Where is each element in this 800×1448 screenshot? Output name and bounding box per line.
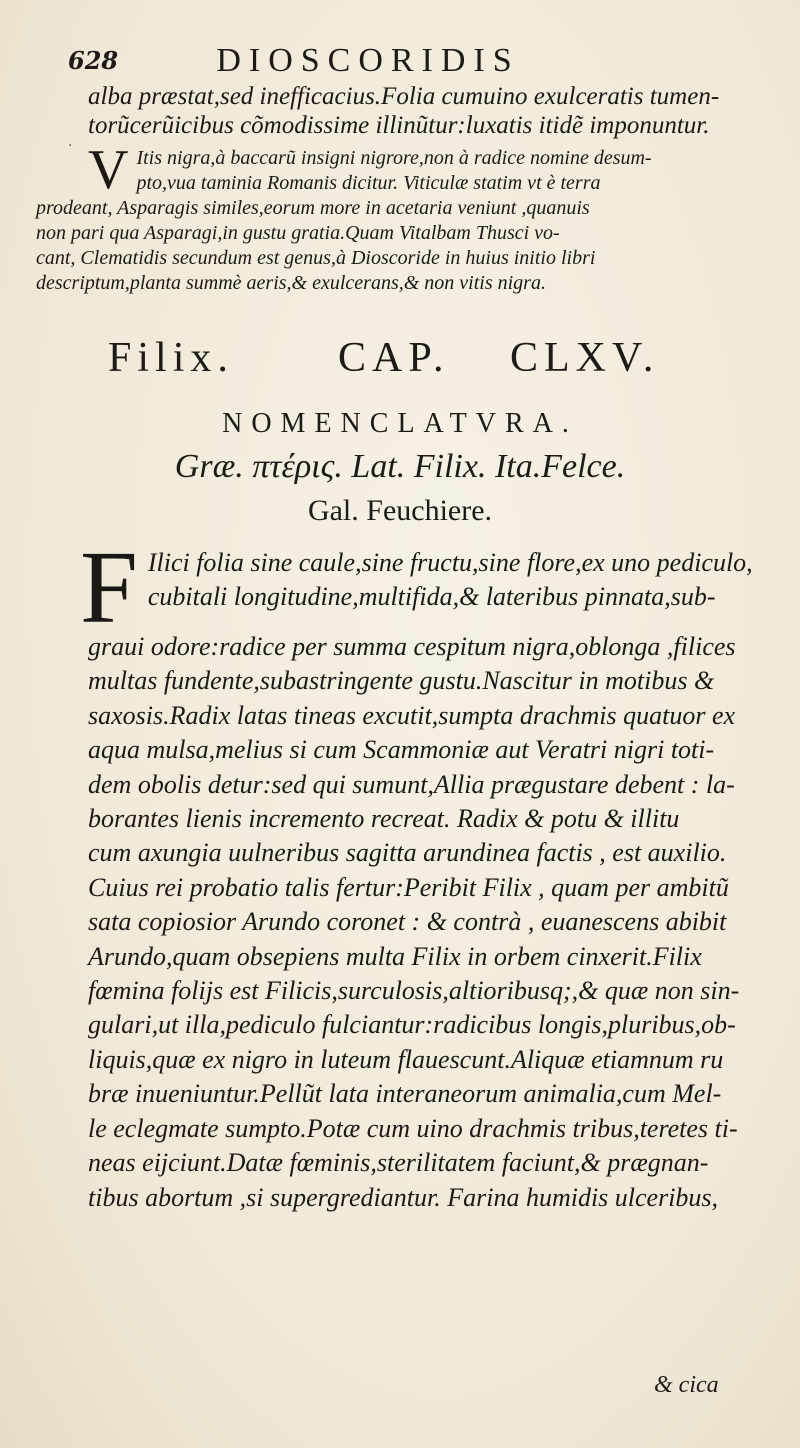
text-line: aqua mulsa,melius si cum Scammoniæ aut Veratri nigri toti- <box>88 735 715 765</box>
text-line: Arundo,quam obsepiens multa Filix in orbem cinxerit.Filix <box>88 941 702 971</box>
text-line: bræ inueniuntur.Pellũt lata interaneorum animalia,cum Mel- <box>88 1079 722 1109</box>
text-line: Ilici folia sine caule,sine fructu,sine flore,ex uno pediculo, <box>147 548 753 577</box>
paragraph-continued <box>88 82 728 140</box>
gallic-name: Gal. Feuchiere. <box>307 494 493 527</box>
text-line: saxosis.Radix latas tineas excutit,sumpta drachmis quatuor ex <box>88 700 736 730</box>
text-line: liquis,quæ ex nigro in luteum flauescunt.Aliquæ etiamnum ru <box>88 1044 724 1074</box>
text-line: borantes lienis incremento recreat. Radix & potu & illitu <box>88 804 680 834</box>
text-line: tibus abortum ,si supergrediantur. Farina humidis ulceribus, <box>88 1182 719 1212</box>
text-line: pto,vua taminia Romanis dicitur. Viticulæ statim vt è terra <box>136 172 601 194</box>
text-line: cum axungia uulneribus sagitta arundinea factis , est auxilio. <box>88 838 727 868</box>
text-line: sata copiosior Arundo coronet : & contrà , euanescens abibit <box>88 907 727 937</box>
drop-cap: F <box>80 530 138 645</box>
text-line: descriptum,planta summè aeris,& exulcerans,& non vitis nigra. <box>36 272 546 294</box>
drop-cap: V <box>88 139 129 201</box>
catchword: & cica <box>654 1372 719 1398</box>
running-title: DIOSCORIDIS <box>216 42 520 79</box>
text-line: cubitali longitudine,multifida,& lateribus pinnata,sub- <box>147 582 716 612</box>
chapter-cap: CAP. <box>338 335 450 381</box>
margin-mark: · <box>68 138 73 154</box>
nomenclature-names: Græ. πτέρις. Lat. Filix. Ita.Felce. <box>174 448 626 485</box>
text-line: le eclegmate sumpto.Potæ cum uino drachmis tribus,teretes ti- <box>88 1113 738 1143</box>
paragraph-vitis-nigra <box>36 139 728 296</box>
chapter-number: CLXV. <box>510 335 660 381</box>
text-line: neas eijciunt.Datæ fœminis,sterilitatem faciunt,& prægnan- <box>88 1148 709 1178</box>
chapter-name: Filix. <box>108 335 234 381</box>
text-line: multas fundente,subastringente gustu.Nascitur in motibus & <box>88 666 715 696</box>
nomenclatura-heading: NOMENCLATVRA. <box>222 408 578 439</box>
text-line: prodeant, Asparagis similes,eorum more in acetaria veniunt ,quanuis <box>36 197 590 219</box>
page-header <box>68 42 728 86</box>
text-line: non pari qua Asparagi,in gustu gratia.Quam Vitalbam Thusci vo- <box>36 222 560 244</box>
chapter-heading <box>88 334 728 386</box>
text-line: graui odore:radice per summa cespitum nigra,oblonga ,filices <box>88 632 736 661</box>
text-line: cant, Clematidis secundum est genus,à Dioscoride in huius initio libri <box>36 247 596 269</box>
text-line: gulari,ut illa,pediculo fulciantur:radicibus longis,pluribus,ob- <box>88 1010 736 1040</box>
page-number: 628 <box>68 46 119 75</box>
text-line: Cuius rei probatio talis fertur:Peribit Filix , quam per ambitũ <box>88 872 729 902</box>
text-line: dem obolis detur:sed qui sumunt,Allia prægustare debent : la- <box>88 769 735 799</box>
text-line: torũcerũicibus cõmodissime illinũtur:luxatis itidẽ imponuntur. <box>88 112 710 139</box>
paragraph-filix <box>80 530 753 1215</box>
text-line: fœmina folijs est Filicis,surculosis,altioribusq;,& quæ non sin- <box>88 976 740 1006</box>
text-line: Itis nigra,à baccarũ insigni nigrore,non à radice nomine desum- <box>136 147 652 169</box>
text-line: alba præstat,sed inefficacius.Folia cumuino exulceratis tumen- <box>88 83 720 110</box>
